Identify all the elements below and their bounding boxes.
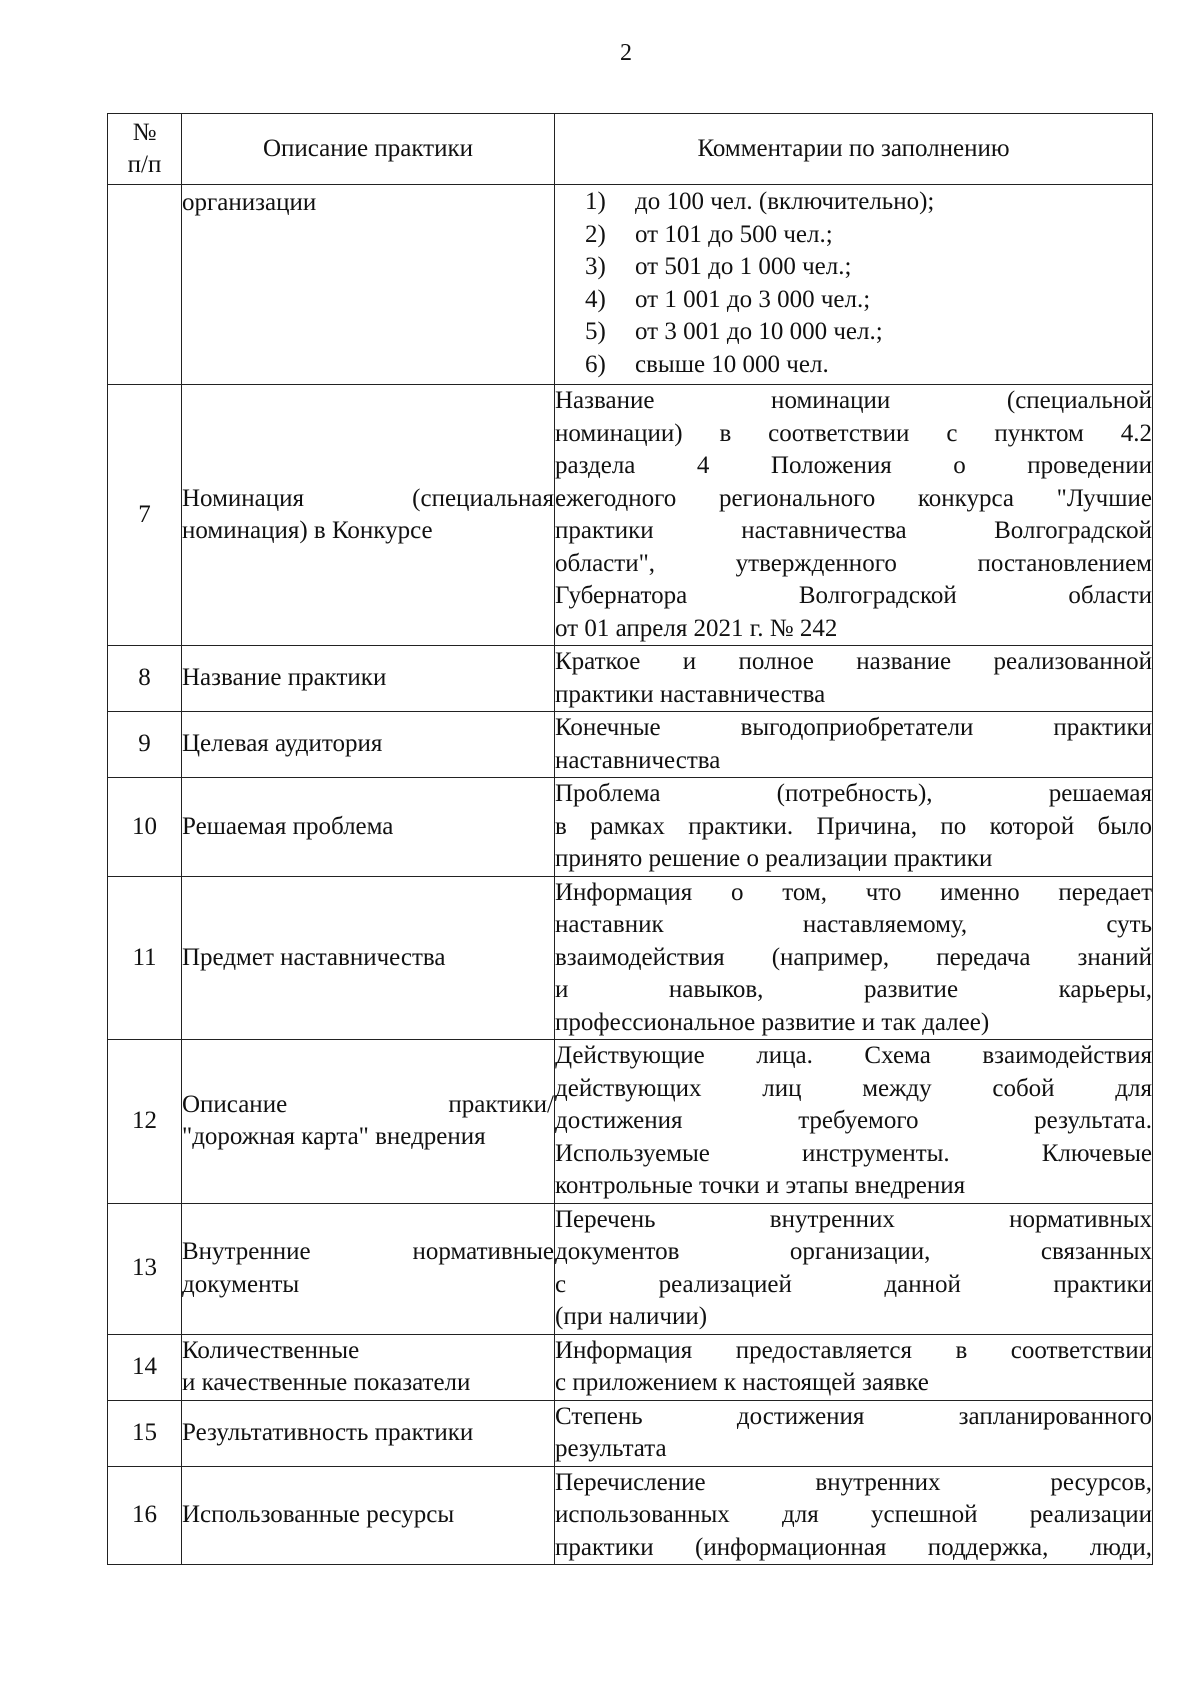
row-comment-cell [555,1334,1153,1400]
row-description-cell [182,778,555,877]
row-comment-line: в рамках практики. Причина, по которой было [555,812,1152,840]
row-description-cell [182,712,555,778]
table-row-continued [108,185,1153,385]
row-comment-line: наставник наставляемому, суть [555,911,1152,938]
row-comment-line: практики наставничества Волгоградской [555,517,1152,544]
row-comment-line: результата [555,1435,667,1462]
row-description-line: номинация) в Конкурсе [182,517,433,544]
row-description-line: Описание практики/ [182,1090,554,1118]
row-comment-cell [555,1466,1153,1565]
row-description-line: и качественные показатели [182,1369,471,1396]
list-item-text: от 3 001 до 10 000 чел.; [635,318,883,345]
row-description-line: Решаемая проблема [182,812,394,840]
row-description-line: Внутренние нормативные [182,1238,554,1265]
row-comment-line: (при наличии) [555,1303,708,1330]
table-row [108,778,1153,877]
row-description-text: организации [182,189,317,216]
header-comments: Комментарии по заполнению [555,114,1153,185]
header-number-symbol: № [132,119,157,146]
row-comment-cell [555,778,1153,877]
row-comment-line: и навыков, развитие карьеры, [555,976,1152,1003]
row-comment-line: от 01 апреля 2021 г. № 242 [555,614,838,642]
row-description-line: Использованные ресурсы [182,1501,455,1528]
row-comment-line: наставничества [555,746,721,774]
row-comment-line: принято решение о реализации практики [555,845,993,872]
row-comment-cell [555,712,1153,778]
row-comment-line: области", утвержденного постановлением [555,549,1152,577]
row-description-cell [182,646,555,712]
row-comment-line: достижения требуемого результата. [555,1107,1152,1134]
table-row [108,385,1153,646]
row-comment-line: Используемые инструменты. Ключевые [555,1139,1152,1167]
row-comment-cell [555,385,1153,646]
row-comment-line: профессиональное развитие и так далее) [555,1008,990,1036]
row-number-cell: 14 [108,1334,182,1400]
row-description-line: Результативность практики [182,1418,474,1446]
row-comment-cell [555,185,1153,385]
table-row [108,646,1153,712]
row-comment-line: номинации) в соответствии с пунктом 4.2 [555,419,1152,447]
row-comment-cell [555,1040,1153,1204]
row-comment-line: раздела 4 Положения о проведении [555,452,1152,479]
row-comment-line: Проблема (потребность), решаемая [555,780,1152,807]
row-description-cell [182,1040,555,1204]
practice-description-table [107,113,1153,1565]
table-row [108,712,1153,778]
table-row [108,1040,1153,1204]
list-item-text: от 101 до 500 чел.; [635,220,833,248]
row-description-line: Номинация (специальная [182,484,554,512]
row-description-cell [182,385,555,646]
header-number [108,114,182,185]
list-item [585,349,1152,382]
table-row [108,1334,1153,1400]
row-number-cell: 15 [108,1400,182,1466]
row-number-cell [108,185,182,385]
list-item [585,186,1152,219]
row-number-cell: 9 [108,712,182,778]
row-comment-line: взаимодействия (например, передача знаний [555,943,1152,971]
row-comment-line: контрольные точки и этапы внедрения [555,1172,966,1199]
list-item-marker: 5) [585,318,606,345]
page-number: 2 [620,40,632,66]
list-item [585,251,1152,284]
table-row [108,1203,1153,1334]
row-comment-line: использованных для успешной реализации [555,1501,1152,1528]
row-description-cell [182,1334,555,1400]
row-comment-line: с реализацией данной практики [555,1270,1152,1298]
row-comment-line: Перечень внутренних нормативных [555,1205,1152,1233]
row-description-line: Предмет наставничества [182,943,446,971]
row-comment-line: Информация о том, что именно передает [555,878,1152,906]
row-comment-line: Конечные выгодоприобретатели практики [555,714,1152,741]
row-description-cell [182,1400,555,1466]
table-row [108,1466,1153,1565]
row-comment-line: Степень достижения запланированного [555,1402,1152,1430]
row-comment-cell [555,646,1153,712]
row-number-cell: 13 [108,1203,182,1334]
list-item [585,219,1152,252]
row-description-line: Целевая аудитория [182,730,383,758]
row-comment-line: Информация предоставляется в соответствии [555,1336,1152,1364]
headcount-options-list [555,185,1152,384]
row-description-line: "дорожная карта" внедрения [182,1123,486,1151]
row-comment-line: ежегодного регионального конкурса "Лучшие [555,484,1152,512]
list-item-marker: 3) [585,253,606,280]
row-comment-line: Краткое и полное название реализованной [555,648,1152,675]
row-comment-line: Название номинации (специальной [555,387,1152,414]
row-comment-line: действующих лиц между собой для [555,1074,1152,1102]
row-description-cell [182,1466,555,1565]
table-row [108,876,1153,1040]
row-number-cell: 11 [108,876,182,1040]
row-number-cell: 10 [108,778,182,877]
row-number-cell: 16 [108,1466,182,1565]
row-comment-line: Перечисление внутренних ресурсов, [555,1468,1152,1496]
list-item [585,316,1152,349]
list-item-marker: 4) [585,285,606,313]
row-comment-line: с приложением к настоящей заявке [555,1369,929,1396]
list-item-text: от 501 до 1 000 чел.; [635,253,852,280]
header-number-abbr: п/п [127,151,162,178]
list-item-marker: 6) [585,350,606,378]
row-comment-line: практики (информационная поддержка, люди, [555,1533,1152,1561]
row-comment-cell [555,876,1153,1040]
row-comment-line: Губернатора Волгоградской области [555,582,1152,609]
table-row [108,1400,1153,1466]
row-description-cell [182,1203,555,1334]
row-description-line: Название практики [182,664,387,692]
row-description-line: Количественные [182,1336,360,1364]
row-description-cell [182,185,555,385]
list-item [585,284,1152,317]
row-description-line: документы [182,1270,300,1298]
row-number-cell: 8 [108,646,182,712]
row-number-cell: 12 [108,1040,182,1204]
list-item-text: до 100 чел. (включительно); [635,188,935,215]
table-header-row [108,114,1153,185]
header-description: Описание практики [182,114,555,185]
list-item-text: свыше 10 000 чел. [635,350,829,378]
row-comment-cell [555,1203,1153,1334]
row-comment-cell [555,1400,1153,1466]
row-comment-line: документов организации, связанных [555,1238,1152,1265]
list-item-text: от 1 001 до 3 000 чел.; [635,285,871,313]
row-comment-line: практики наставничества [555,680,826,708]
list-item-marker: 2) [585,220,606,248]
row-description-cell [182,876,555,1040]
list-item-marker: 1) [585,188,606,215]
row-comment-line: Действующие лица. Схема взаимодействия [555,1042,1152,1069]
row-number-cell: 7 [108,385,182,646]
